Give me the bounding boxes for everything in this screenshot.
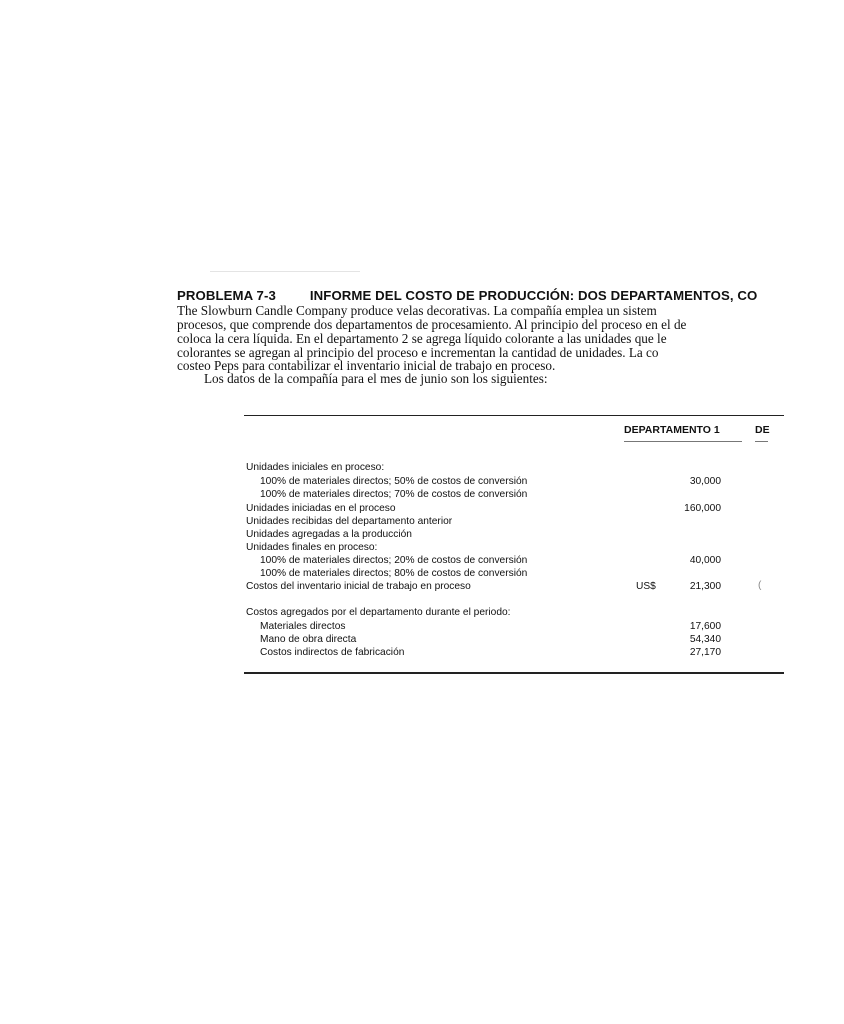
column-header-dept2: DE <box>755 424 770 436</box>
table-row <box>246 646 726 659</box>
paragraph-line: The Slowburn Candle Company produce velas decorativas. La compañía emplea un sistem <box>177 303 657 318</box>
row-label: Unidades recibidas del departamento anterior <box>246 516 453 527</box>
table-row <box>246 461 726 474</box>
row-label: 100% de materiales directos; 20% de costos de conversión <box>260 555 528 566</box>
row-label: Unidades iniciales en proceso: <box>246 462 385 473</box>
row-label: Materiales directos <box>260 621 346 632</box>
row-label: Costos agregados por el departamento durante el periodo: <box>246 607 511 618</box>
table-row <box>246 633 726 646</box>
row-label: Costos indirectos de fabricación <box>260 647 405 658</box>
row-label: 100% de materiales directos; 80% de costos de conversión <box>260 568 528 579</box>
problem-title: INFORME DEL COSTO DE PRODUCCIÓN: DOS DEPARTAMENTOS, CO <box>309 288 758 303</box>
table-row <box>246 515 726 528</box>
row-value: 30,000 <box>689 476 721 487</box>
faint-rule <box>210 271 360 272</box>
row-value: 21,300 <box>689 581 721 592</box>
column-underline-dept1 <box>624 441 742 442</box>
row-label: 100% de materiales directos; 50% de costos de conversión <box>260 476 528 487</box>
row-label: Unidades agregadas a la producción <box>246 529 412 540</box>
table-row <box>246 567 726 580</box>
paragraph-line: procesos, que comprende dos departamentos de procesamiento. Al principio del proceso en el de <box>177 317 687 332</box>
row-currency: US$ <box>636 581 656 592</box>
table-row <box>246 620 726 633</box>
cut-off-mark: ( <box>758 580 762 591</box>
table-row <box>246 475 726 488</box>
paragraph-line: coloca la cera líquida. En el departamento 2 se agrega líquido colorante a las unidades que le <box>177 331 667 346</box>
row-value: 160,000 <box>684 503 721 514</box>
table-bottom-rule <box>244 672 784 674</box>
table-row <box>246 541 726 554</box>
table-row <box>246 502 726 515</box>
row-label: Unidades iniciadas en el proceso <box>246 503 396 514</box>
row-value: 17,600 <box>689 621 721 632</box>
row-label: Costos del inventario inicial de trabajo en proceso <box>246 581 471 592</box>
row-value: 40,000 <box>689 555 721 566</box>
table-top-rule <box>244 415 784 416</box>
row-value: 27,170 <box>689 647 721 658</box>
paragraph-line: colorantes se agregan al principio del proceso e incrementan la cantidad de unidades. La co <box>177 345 659 360</box>
problem-number: PROBLEMA 7-3 <box>177 288 276 303</box>
table-row <box>246 488 726 501</box>
table-row <box>246 606 726 619</box>
table-row <box>246 580 726 593</box>
row-label: 100% de materiales directos; 70% de costos de conversión <box>260 489 528 500</box>
problem-heading <box>177 288 757 303</box>
table-row <box>246 528 726 541</box>
table-row <box>246 554 726 567</box>
row-label: Mano de obra directa <box>260 634 357 645</box>
paragraph-line: costeo Peps para contabilizar el inventario inicial de trabajo en proceso. <box>177 358 556 373</box>
paragraph-line: Los datos de la compañía para el mes de junio son los siguientes: <box>204 371 548 386</box>
row-value: 54,340 <box>689 634 721 645</box>
column-header-dept1: DEPARTAMENTO 1 <box>624 424 720 436</box>
row-label: Unidades finales en proceso: <box>246 542 378 553</box>
column-underline-dept2 <box>755 441 768 442</box>
